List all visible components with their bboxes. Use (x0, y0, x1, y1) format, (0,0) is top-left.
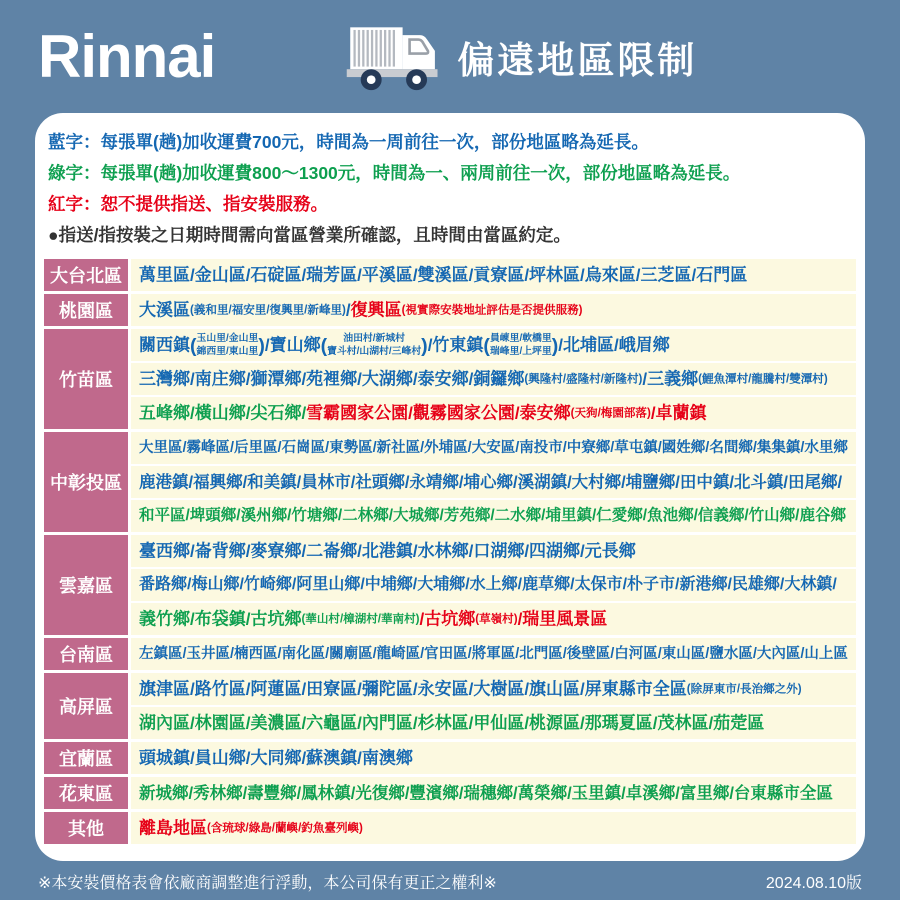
region-line (131, 638, 856, 670)
region-text: /三義鄉 (642, 369, 699, 389)
region-text: 三灣鄉/南庄鄉/獅潭鄉/苑裡鄉/大湖鄉/泰安鄉/銅鑼鄉 (139, 369, 525, 389)
region-text: /北埔區/峨眉鄉 (558, 335, 670, 355)
region-label: 宜蘭區 (44, 742, 128, 774)
region-text: (義和里/福安里/復興里/新峰里) (190, 304, 346, 317)
region-row (44, 294, 856, 326)
legend-line: 綠字：每張單(趟)加收運費800～1300元，時間為一、兩周前往一次，部份地區略為延長。 (48, 163, 741, 183)
region-label: 大台北區 (44, 259, 128, 291)
region-text: 大溪區 (139, 300, 190, 320)
region-line (131, 812, 856, 844)
region-content (131, 742, 856, 774)
region-text: (除屏東市/長治鄉之外) (686, 683, 802, 696)
region-text: 湖內區/林園區/美濃區/六龜區/內門區/杉林區/甲仙區/桃源區/那瑪夏區/茂林區/茄萣區 (139, 713, 765, 733)
region-line (131, 777, 856, 809)
region-line (131, 742, 856, 774)
region-text: 新城鄉/秀林鄉/壽豐鄉/鳳林鎮/光復鄉/豐濱鄉/瑞穗鄉/萬榮鄉/玉里鎮/卓溪鄉/富里鄉/台東縣市全區 (139, 784, 833, 803)
region-text: (含琉球/綠島/蘭嶼/釣魚臺列嶼) (207, 822, 363, 835)
region-text: 關西鎮 (139, 335, 190, 355)
region-text: /竹東鎮 (427, 335, 484, 355)
region-line (131, 535, 856, 567)
region-line (131, 673, 856, 705)
region-text: 雪霸國家公園/觀霧國家公園/泰安鄉 (306, 403, 571, 423)
region-label: 花東區 (44, 777, 128, 809)
region-line (131, 569, 856, 601)
region-label: 竹苗區 (44, 329, 128, 429)
region-content (131, 329, 856, 429)
footer-note: ※本安裝價格表會依廠商調整進行浮動，本公司保有更正之權利※ (38, 874, 497, 892)
version-label: 2024.08.10版 (765, 874, 862, 892)
region-text: 臺西鄉/崙背鄉/麥寮鄉/二崙鄉/北港鎮/水林鄉/口湖鄉/四湖鄉/元長鄉 (139, 541, 636, 561)
footer (0, 862, 900, 900)
village-stack: ( 員崠里/軟橋里 瑞峰里/上坪里 ) (483, 333, 559, 357)
region-text: 左鎮區/玉井區/楠西區/南化區/關廟區/龍崎區/官田區/將軍區/北門區/後壁區/白河區/東山區/鹽水區/大內區/山上區 (139, 646, 848, 663)
region-text: 義竹鄉/布袋鎮/古坑鄉 (139, 609, 302, 629)
region-line (131, 363, 856, 395)
region-text: /瑞里風景區 (517, 609, 608, 629)
header (0, 0, 900, 113)
region-row (44, 535, 856, 635)
region-text: 番路鄉/梅山鄉/竹崎鄉/阿里山鄉/中埔鄉/大埔鄉/水上鄉/鹿草鄉/太保市/朴子市/新港鄉/民雄鄉/大林鎮/ (139, 576, 837, 593)
region-table (44, 259, 856, 844)
region-text: 五峰鄉/橫山鄉/尖石鄉/ (139, 403, 307, 423)
region-line (131, 294, 856, 326)
region-line (131, 603, 856, 635)
region-text: /卓蘭鎮 (650, 403, 707, 423)
region-label: 桃園區 (44, 294, 128, 326)
region-text: 萬里區/金山區/石碇區/瑞芳區/平溪區/雙溪區/貢寮區/坪林區/烏來區/三芝區/石門區 (139, 265, 748, 285)
region-label: 高屏區 (44, 673, 128, 739)
region-row (44, 259, 856, 291)
region-text: 旗津區/路竹區/阿蓮區/田寮區/彌陀區/永安區/大樹區/旗山區/屏東縣市全區 (139, 679, 687, 699)
region-text: 大里區/霧峰區/后里區/石崗區/東勢區/新社區/外埔區/大安區/南投市/中寮鄉/草屯鎮/國姓鄉/名間鄉/集集鎮/水里鄉 (139, 440, 848, 457)
region-text: (華山村/樟湖村/華南村) (301, 613, 420, 626)
region-line (131, 329, 856, 361)
region-line (131, 397, 856, 429)
village-stack: ( 玉山里/金山里 錦西里/東山里 ) (190, 333, 265, 357)
region-line (131, 707, 856, 739)
legend-line: 藍字：每張單(趟)加收運費700元，時間為一周前往一次，部份地區略為延長。 (48, 132, 649, 152)
legend-line: 紅字：恕不提供指送、指安裝服務。 (48, 194, 328, 214)
region-row (44, 777, 856, 809)
region-text: (草嶺村) (475, 613, 518, 626)
region-row (44, 432, 856, 532)
region-row (44, 742, 856, 774)
region-line (131, 432, 856, 464)
legend (44, 125, 856, 259)
region-line (131, 259, 856, 291)
region-row (44, 812, 856, 844)
region-text: 鹿港鎮/福興鄉/和美鎮/員林市/社頭鄉/永靖鄉/埔心鄉/溪湖鎮/大村鄉/埔鹽鄉/田中鎮/北斗鎮/田尾鄉/ (139, 473, 843, 492)
page-title: 偏遠地區限制 (457, 39, 698, 81)
region-content (131, 535, 856, 635)
region-content (131, 259, 856, 291)
region-text: (視實際安裝地址評估是否提供服務) (401, 304, 583, 317)
region-row (44, 673, 856, 739)
region-text: 頭城鎮/員山鄉/大同鄉/蘇澳鎮/南澳鄉 (139, 748, 413, 768)
region-text: / (345, 300, 351, 320)
region-text: /古坑鄉 (419, 609, 476, 629)
region-text: (天狗/梅園部落) (570, 407, 651, 420)
region-row (44, 638, 856, 670)
region-text: (興隆村/盛隆村/新隆村) (524, 373, 643, 386)
region-label: 雲嘉區 (44, 535, 128, 635)
region-content (131, 812, 856, 844)
region-line (131, 500, 856, 532)
region-text: 和平區/埤頭鄉/溪州鄉/竹塘鄉/二林鄉/大城鄉/芳苑鄉/二水鄉/埔里鎮/仁愛鄉/魚池鄉/信義鄉/竹山鄉/鹿谷鄉 (139, 507, 846, 524)
legend-line: ●指送/指按裝之日期時間需向當區營業所確認，且時間由當區約定。 (48, 225, 571, 245)
region-text: (鯉魚潭村/龍騰村/雙潭村) (698, 373, 828, 386)
region-line (131, 466, 856, 498)
content-panel (35, 113, 865, 861)
region-text: /寶山鄉 (264, 335, 321, 355)
region-content (131, 638, 856, 670)
truck-icon (345, 22, 441, 92)
region-row (44, 329, 856, 429)
region-content (131, 777, 856, 809)
village-stack: ( 油田村/新城村 寶斗村/山湖村/三峰村 ) (320, 333, 428, 357)
region-text: 復興區 (350, 300, 402, 320)
region-content (131, 673, 856, 739)
region-content (131, 432, 856, 532)
rinnai-logo: Rinnai (38, 23, 216, 90)
region-content (131, 294, 856, 326)
region-label: 其他 (44, 812, 128, 844)
region-label: 中彰投區 (44, 432, 128, 532)
region-text: 離島地區 (139, 818, 207, 838)
region-label: 台南區 (44, 638, 128, 670)
